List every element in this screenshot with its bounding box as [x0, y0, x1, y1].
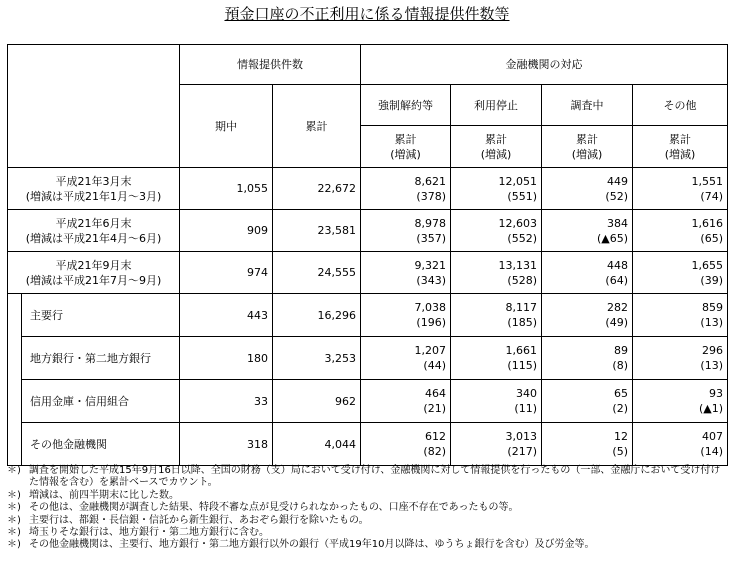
value-cell: 859 (13): [633, 294, 728, 337]
footnote: ＊) その他金融機関は、主要行、地方銀行・第二地方銀行以外の銀行（平成19年10月以降は、ゆうちょ銀行を含む）及び労金等。: [7, 539, 595, 551]
value-cell: 464 (21): [361, 380, 451, 423]
value-cell: 13,131 (528): [451, 252, 542, 294]
value-cell: 612 (82): [361, 423, 451, 466]
value-cell: 8,978 (357): [361, 210, 451, 252]
cumulative-value: 962: [273, 380, 361, 423]
indent-cell: [8, 294, 22, 337]
col-header-investigating: 調査中: [542, 85, 633, 126]
period-value: 909: [180, 210, 273, 252]
period-value: 1,055: [180, 168, 273, 210]
value-cell: 1,661 (115): [451, 337, 542, 380]
footnote: ＊) 調査を開始した平成15年9月16日以降、全国の財務（支）局において受け付け、金融機関に対して情報提供を行ったもの（一部、金融庁において受け付けた情報を含む）を累計ベースでカウント。: [7, 465, 721, 489]
table-row: [8, 210, 728, 252]
row-label: 平成21年3月末 (増減は平成21年1月～3月): [8, 168, 180, 210]
cumulative-value: 23,581: [273, 210, 361, 252]
footnotes: [7, 465, 727, 552]
sub-header-cell: 累計 (増減): [633, 126, 728, 168]
value-cell: 8,621 (378): [361, 168, 451, 210]
col-header-other: その他: [633, 85, 728, 126]
value-cell: 340 (11): [451, 380, 542, 423]
cumulative-value: 3,253: [273, 337, 361, 380]
cumulative-header: 累計: [273, 85, 361, 168]
indent-cell: [8, 337, 22, 380]
row-label: 平成21年6月末 (増減は平成21年4月～6月): [8, 210, 180, 252]
period-value: 974: [180, 252, 273, 294]
table-row: [8, 337, 728, 380]
value-cell: 7,038 (196): [361, 294, 451, 337]
period-value: 443: [180, 294, 273, 337]
table-row: [8, 252, 728, 294]
header-corner-cell: [8, 45, 180, 168]
value-cell: 1,207 (44): [361, 337, 451, 380]
cumulative-value: 24,555: [273, 252, 361, 294]
value-cell: 282 (49): [542, 294, 633, 337]
value-cell: 449 (52): [542, 168, 633, 210]
row-label: 平成21年9月末 (増減は平成21年7月～9月): [8, 252, 180, 294]
footnote: ＊) 増減は、前四半期末に比した数。: [7, 489, 179, 501]
period-value: 180: [180, 337, 273, 380]
value-cell: 12,051 (551): [451, 168, 542, 210]
info-group-header: 情報提供件数: [180, 45, 361, 85]
value-cell: 8,117 (185): [451, 294, 542, 337]
value-cell: 1,616 (65): [633, 210, 728, 252]
footnote: ＊) その他は、金融機関が調査した結果、特段不審な点が見受けられなかったもの、口座不存在であったもの等。: [7, 502, 519, 514]
value-cell: 1,655 (39): [633, 252, 728, 294]
period-value: 33: [180, 380, 273, 423]
value-cell: 12 (5): [542, 423, 633, 466]
row-label: 地方銀行・第二地方銀行: [22, 337, 180, 380]
bank-group-header: 金融機関の対応: [361, 45, 728, 85]
col-header-forced-closure: 強制解約等: [361, 85, 451, 126]
table-row: [8, 168, 728, 210]
sub-header-cell: 累計 (増減): [542, 126, 633, 168]
value-cell: 12,603 (552): [451, 210, 542, 252]
col-header-suspension: 利用停止: [451, 85, 542, 126]
table-row: [8, 380, 728, 423]
cumulative-value: 16,296: [273, 294, 361, 337]
table-row: [8, 423, 728, 466]
table-row: [8, 294, 728, 337]
row-label: 信用金庫・信用組合: [22, 380, 180, 423]
value-cell: 448 (64): [542, 252, 633, 294]
row-label: その他金融機関: [22, 423, 180, 466]
value-cell: 1,551 (74): [633, 168, 728, 210]
sub-header-cell: 累計 (増減): [361, 126, 451, 168]
value-cell: 407 (14): [633, 423, 728, 466]
value-cell: 65 (2): [542, 380, 633, 423]
sub-header-cell: 累計 (増減): [451, 126, 542, 168]
row-label: 主要行: [22, 294, 180, 337]
period-value: 318: [180, 423, 273, 466]
page-title: 預金口座の不正利用に係る情報提供件数等: [224, 5, 510, 23]
cumulative-value: 22,672: [273, 168, 361, 210]
value-cell: 93 (▲1): [633, 380, 728, 423]
value-cell: 9,321 (343): [361, 252, 451, 294]
indent-cell: [8, 380, 22, 423]
value-cell: 3,013 (217): [451, 423, 542, 466]
footnote: ＊) 主要行は、都銀・長信銀・信託から新生銀行、あおぞら銀行を除いたもの。: [7, 514, 369, 526]
value-cell: 384 (▲65): [542, 210, 633, 252]
value-cell: 296 (13): [633, 337, 728, 380]
report-table: [7, 44, 728, 466]
value-cell: 89 (8): [542, 337, 633, 380]
indent-cell: [8, 423, 22, 466]
period-header: 期中: [180, 85, 273, 168]
cumulative-value: 4,044: [273, 423, 361, 466]
header-row-1: [8, 45, 728, 85]
footnote: ＊) 埼玉りそな銀行は、地方銀行・第二地方銀行に含む。: [7, 527, 269, 539]
